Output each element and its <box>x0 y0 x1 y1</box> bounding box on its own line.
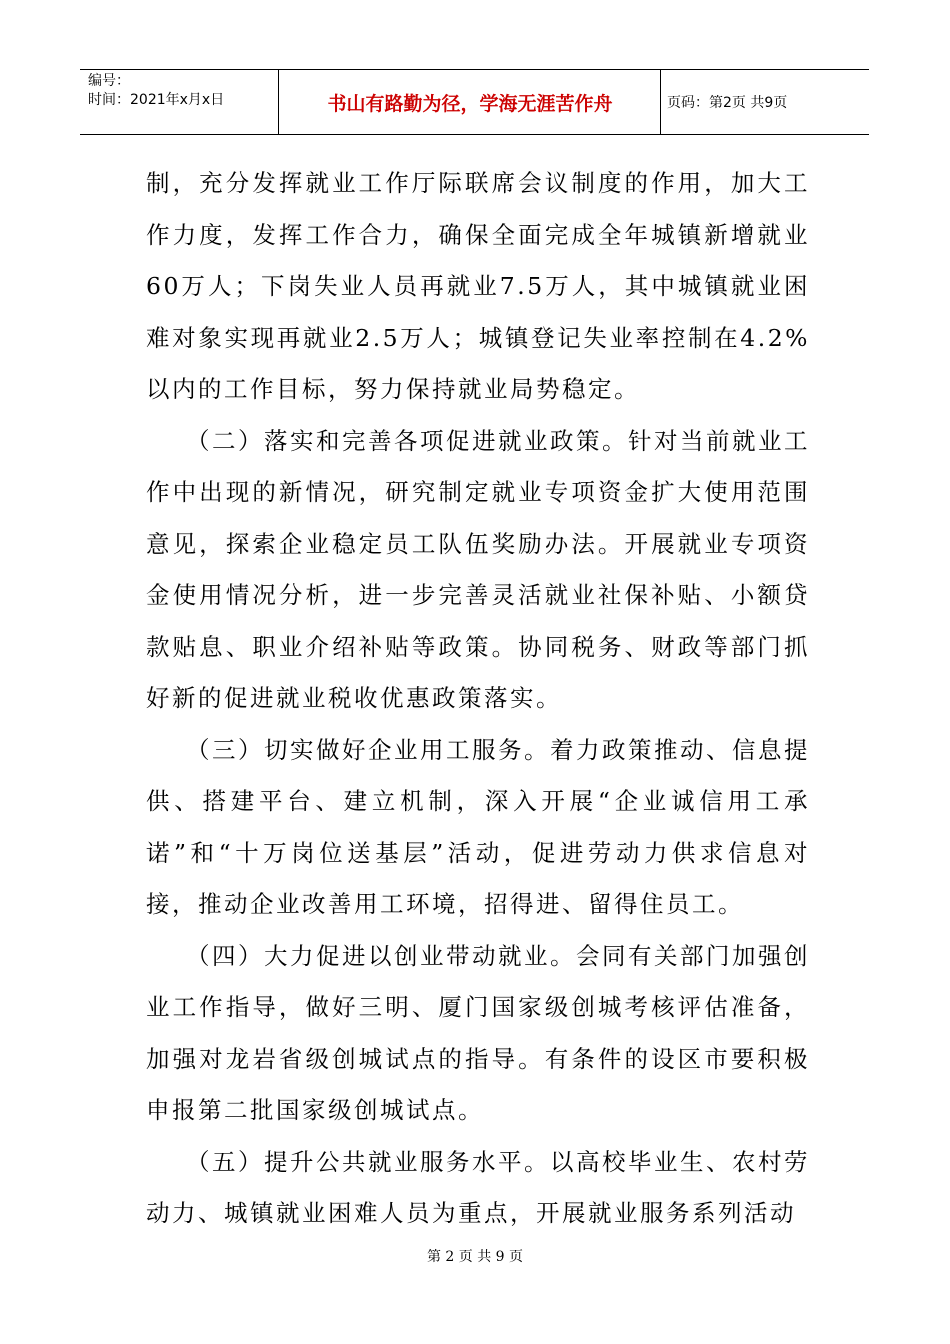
paragraph-continuation: 制，充分发挥就业工作厅际联席会议制度的作用，加大工作力度，发挥工作合力，确保全面完成全年城镇新增就业60万人；下岗失业人员再就业7.5万人，其中城镇就业困难对象实现再就业2.5万人；城镇登记失业率控制在4.2%以内的工作目标，努力保持就业局势稳定。 <box>146 169 810 403</box>
time-label: 时间：2021年x月x日 <box>88 92 225 108</box>
header-divider-left <box>278 69 279 135</box>
paragraph-section-3: （三）切实做好企业用工服务。着力政策推动、信息提供、搭建平台、建立机制，深入开展“企业诚信用工承诺”和“十万岗位送基层”活动，促进劳动力供求信息对接，推动企业改善用工环境，招得进、留得住员工。 <box>146 735 810 918</box>
header-meta <box>88 72 278 110</box>
header-page-info: 页码：第2页 共9页 <box>667 95 788 111</box>
page-footer: 第 2 页 共 9 页 <box>426 1249 524 1265</box>
document-body <box>146 158 810 1240</box>
header-motto: 书山有路勤为径，学海无涯苦作舟 <box>327 92 613 115</box>
header-divider-right <box>660 69 661 135</box>
page-header <box>80 69 869 135</box>
number-label: 编号： <box>88 73 130 89</box>
paragraph-section-5: （五）提升公共就业服务水平。以高校毕业生、农村劳动力、城镇就业困难人员为重点，开展就业服务系列活动 <box>146 1147 810 1227</box>
paragraph-section-2: （二）落实和完善各项促进就业政策。针对当前就业工作中出现的新情况，研究制定就业专项资金扩大使用范围意见，探索企业稳定员工队伍奖励办法。开展就业专项资金使用情况分析，进一步完善灵活就业社保补贴、小额贷款贴息、职业介绍补贴等政策。协同税务、财政等部门抓好新的促进就业税收优惠政策落实。 <box>146 426 810 712</box>
paragraph-section-4: （四）大力促进以创业带动就业。会同有关部门加强创业工作指导，做好三明、厦门国家级创城考核评估准备，加强对龙岩省级创城试点的指导。有条件的设区市要积极申报第二批国家级创城试点。 <box>146 941 810 1124</box>
